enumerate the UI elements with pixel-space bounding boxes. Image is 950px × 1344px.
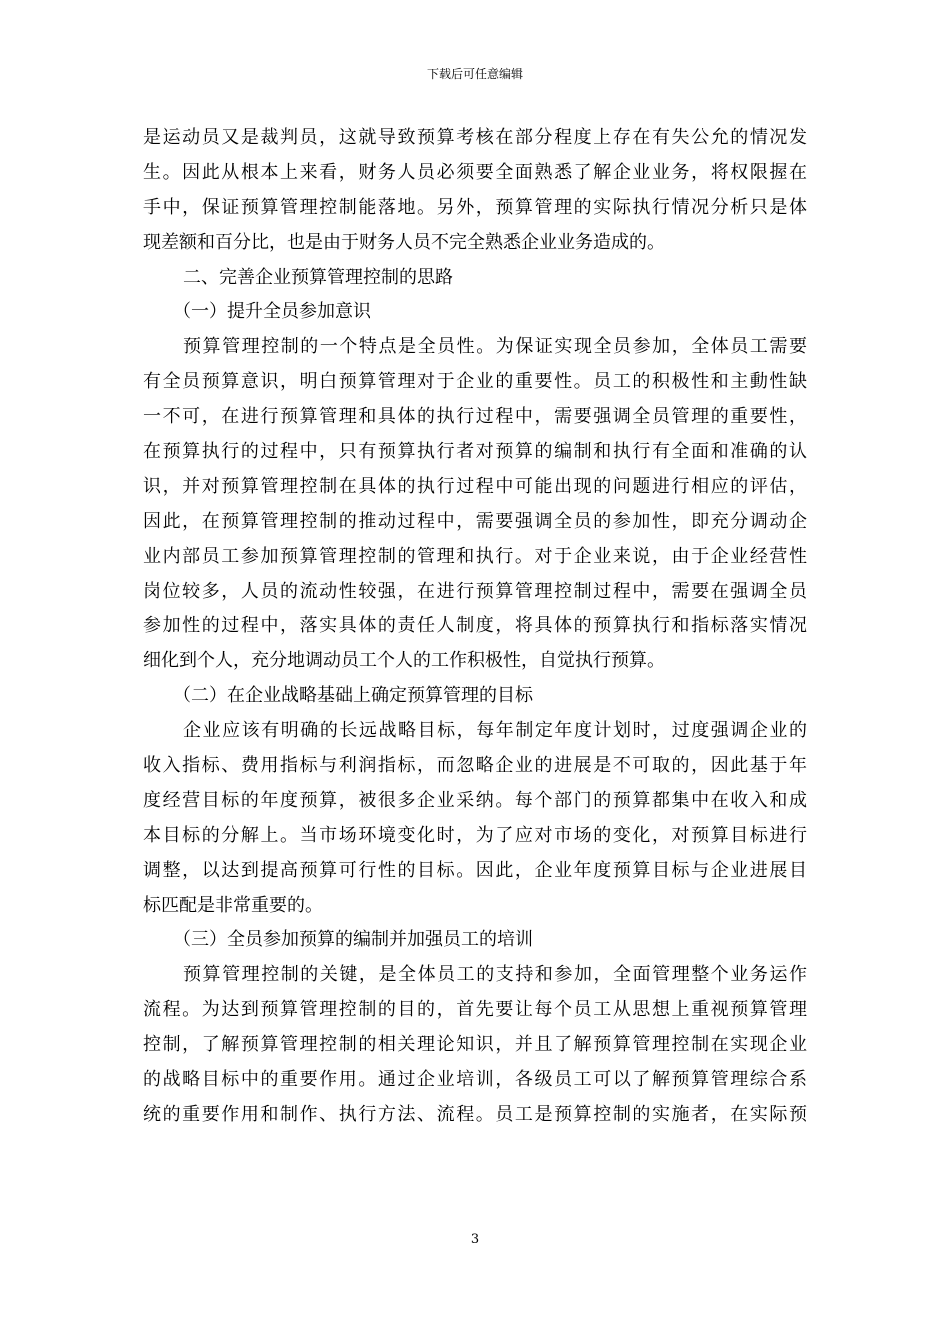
text-line: 度经营目标的年度预算，被很多企业采纳。每个部门的预算都集中在收入和成: [143, 789, 807, 811]
section-heading: [143, 261, 807, 296]
text-line: 因此，在预算管理控制的推动过程中，需要强调全员的参加性，即充分调动企: [143, 510, 807, 532]
text-line: 是运动员又是裁判员，这就导致预算考核在部分程度上存在有失公允的情况发: [143, 127, 807, 148]
text-line: 识，并对预算管理控制在具体的执行过程中可能出现的问题进行相应的评估，: [143, 475, 807, 497]
text-line: （一）提升全员参加意识: [173, 301, 371, 323]
text-line: 手中，保证预算管理控制能落地。另外，预算管理的实际执行情况分析只是体: [143, 196, 807, 218]
text-line: 细化到个人，充分地调动员工个人的工作积极性，自觉执行预算。: [143, 650, 665, 672]
page-number: 3: [470, 1232, 480, 1247]
paragraph: [143, 121, 807, 261]
paragraph: [143, 330, 807, 679]
paragraph: [143, 958, 807, 1132]
text-line: 参加性的过程中，落实具体的责任人制度，将具体的预算执行和指标落实情况: [143, 615, 807, 637]
text-line: 业内部员工参加预算管理控制的管理和执行。对于企业来说，由于企业经营性: [143, 545, 807, 567]
subsection-heading: [143, 295, 807, 330]
text-line: 统的重要作用和制作、执行方法、流程。员工是预算控制的实施者，在实际预: [143, 1103, 807, 1125]
text-line: 预算管理控制的一个特点是全员性。为保证实现全员参加，全体员工需要: [183, 336, 807, 358]
text-line: （三）全员参加预算的编制并加强员工的培训: [173, 929, 533, 951]
page-header: 下载后可任意编辑: [426, 67, 523, 81]
text-line: 现差额和百分比，也是由于财务人员不完全熟悉企业业务造成的。: [143, 231, 665, 253]
text-line: （二）在企业战略基础上确定预算管理的目标: [173, 685, 533, 707]
text-line: 有全员预算意识，明白预算管理对于企业的重要性。员工的积极性和主動性缺: [143, 371, 807, 393]
text-line: 企业应该有明确的长远战略目标，每年制定年度计划时，过度强调企业的: [183, 720, 807, 742]
text-line: 的战略目标中的重要作用。通过企业培训，各级员工可以了解预算管理综合系: [143, 1069, 807, 1091]
text-line: 预算管理控制的关键，是全体员工的支持和参加，全面管理整个业务运作: [183, 964, 807, 986]
document-body: [143, 121, 807, 1133]
text-line: 收入指标、费用指标与利润指标，而忽略企业的进展是不可取的，因此基于年: [143, 755, 807, 777]
text-line: 在预算执行的过程中，只有预算执行者对预算的编制和执行有全面和准确的认: [143, 441, 807, 463]
text-line: 调整，以达到提高预算可行性的目标。因此，企业年度预算目标与企业进展目: [143, 859, 807, 881]
text-line: 控制，了解预算管理控制的相关理论知识，并且了解预算管理控制在实现企业: [143, 1034, 807, 1056]
text-line: 标匹配是非常重要的。: [143, 894, 323, 916]
text-line: 流程。为达到预算管理控制的目的，首先要让每个员工从思想上重视预算管理: [143, 999, 807, 1021]
text-line: 本目标的分解上。当市场环境变化时，为了应对市场的变化，对预算目标进行: [143, 824, 807, 846]
text-line: 一不可，在进行预算管理和具体的执行过程中，需要强调全员管理的重要性，: [143, 406, 807, 428]
text-line: 二、完善企业预算管理控制的思路: [183, 266, 453, 288]
subsection-heading: [143, 923, 807, 958]
paragraph: [143, 714, 807, 923]
subsection-heading: [143, 679, 807, 714]
text-line: 岗位较多，人员的流动性较强，在进行预算管理控制过程中，需要在强调全员: [143, 580, 807, 602]
text-line: 生。因此从根本上来看，财务人员必须要全面熟悉了解企业业务，将权限握在: [143, 161, 807, 183]
